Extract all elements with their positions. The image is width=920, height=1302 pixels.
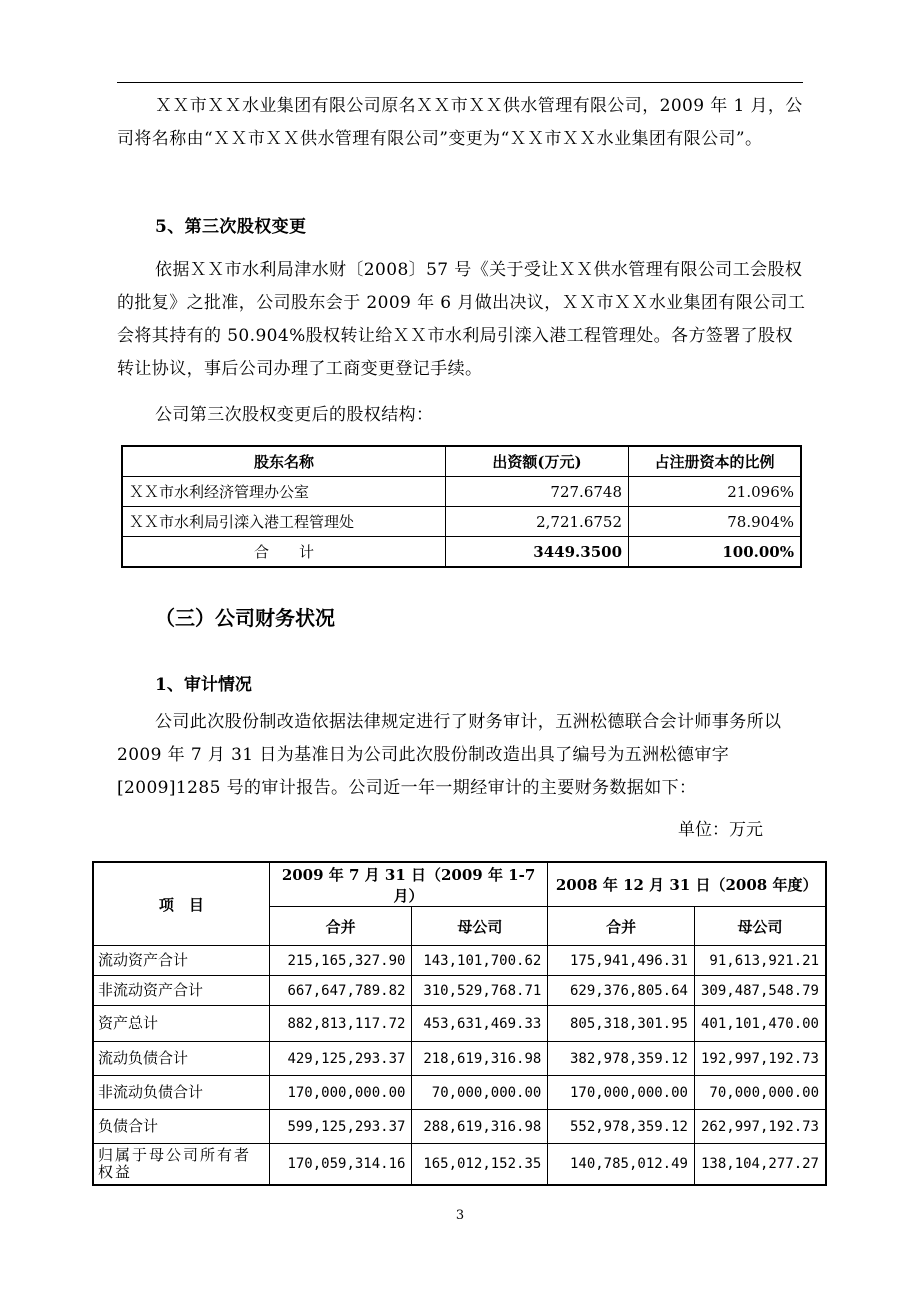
- audit-body: 公司此次股份制改造依据法律规定进行了财务审计，五洲松德联合会计师事务所以 2009 年 7 月 31 日为基准日为公司此次股份制改造出具了编号为五洲松德审字[2009]1285 号的审计报告。公司近一年一期经审计的主要财务数据如下：: [117, 712, 782, 798]
- value-cell: 170,000,000.00: [548, 1076, 695, 1110]
- equity-cell-ratio: 78.904%: [629, 507, 802, 537]
- finance-table: [92, 861, 827, 1186]
- table-row: [93, 1042, 826, 1076]
- section5-title: 5、第三次股权变更: [155, 217, 307, 237]
- finance-subheader: 母公司: [412, 907, 548, 946]
- value-cell: 667,647,789.82: [269, 976, 412, 1006]
- table-row: [93, 1076, 826, 1110]
- intro-paragraph: ＸＸ市ＸＸ水业集团有限公司原名ＸＸ市ＸＸ供水管理有限公司，2009 年 1 月，公司将名称由“ＸＸ市ＸＸ供水管理有限公司”变更为“ＸＸ市ＸＸ水业集团有限公司”。: [117, 96, 803, 149]
- value-cell: 91,613,921.21: [694, 946, 826, 976]
- value-cell: 429,125,293.37: [269, 1042, 412, 1076]
- equity-cell-ratio: 21.096%: [629, 477, 802, 507]
- finance-header-period1: 2009 年 7 月 31 日（2009 年 1-7 月）: [269, 862, 548, 907]
- value-cell: 288,619,316.98: [412, 1110, 548, 1144]
- equity-cell-amount: 727.6748: [446, 477, 629, 507]
- section5-lead: 公司第三次股权变更后的股权结构：: [155, 405, 434, 425]
- value-cell: 143,101,700.62: [412, 946, 548, 976]
- row-label: 负债合计: [93, 1110, 269, 1144]
- equity-total-label: 合 计: [122, 537, 446, 568]
- value-cell: 165,012,152.35: [412, 1144, 548, 1186]
- table-row: [93, 1006, 826, 1042]
- finance-subheader: 合并: [548, 907, 695, 946]
- value-cell: 138,104,277.27: [694, 1144, 826, 1186]
- value-cell: 70,000,000.00: [694, 1076, 826, 1110]
- equity-total-ratio: 100.00%: [629, 537, 802, 568]
- table-row: [93, 976, 826, 1006]
- value-cell: 140,785,012.49: [548, 1144, 695, 1186]
- finance-header-item: 项 目: [93, 862, 269, 946]
- finance-subheader: 母公司: [694, 907, 826, 946]
- value-cell: 382,978,359.12: [548, 1042, 695, 1076]
- row-label: 流动资产合计: [93, 946, 269, 976]
- header-rule: [117, 82, 803, 83]
- value-cell: 453,631,469.33: [412, 1006, 548, 1042]
- value-cell: 882,813,117.72: [269, 1006, 412, 1042]
- page-number: 3: [455, 1208, 465, 1223]
- value-cell: 401,101,470.00: [694, 1006, 826, 1042]
- row-label: 非流动负债合计: [93, 1076, 269, 1110]
- finance-header-period2: 2008 年 12 月 31 日（2008 年度）: [548, 862, 826, 907]
- equity-header-amount: 出资额(万元): [446, 446, 629, 477]
- equity-header-name: 股东名称: [122, 446, 446, 477]
- value-cell: 309,487,548.79: [694, 976, 826, 1006]
- table-row: [93, 1110, 826, 1144]
- equity-cell-name: ＸＸ市水利经济管理办公室: [122, 477, 446, 507]
- row-label: 资产总计: [93, 1006, 269, 1042]
- equity-cell-name: ＸＸ市水利局引滦入港工程管理处: [122, 507, 446, 537]
- equity-cell-amount: 2,721.6752: [446, 507, 629, 537]
- table-row: [93, 1144, 826, 1186]
- equity-total-row: [122, 537, 801, 568]
- row-label: 流动负债合计: [93, 1042, 269, 1076]
- value-cell: 215,165,327.90: [269, 946, 412, 976]
- table-row: [122, 507, 801, 537]
- audit-title: 1、审计情况: [155, 675, 252, 695]
- value-cell: 805,318,301.95: [548, 1006, 695, 1042]
- equity-header-ratio: 占注册资本的比例: [629, 446, 802, 477]
- value-cell: 552,978,359.12: [548, 1110, 695, 1144]
- row-label: 非流动资产合计: [93, 976, 269, 1006]
- value-cell: 170,000,000.00: [269, 1076, 412, 1110]
- section3-title: （三）公司财务状况: [155, 606, 335, 630]
- value-cell: 310,529,768.71: [412, 976, 548, 1006]
- equity-total-amount: 3449.3500: [446, 537, 629, 568]
- table-row: [122, 477, 801, 507]
- value-cell: 175,941,496.31: [548, 946, 695, 976]
- table-row: [93, 946, 826, 976]
- value-cell: 262,997,192.73: [694, 1110, 826, 1144]
- section5-body: 依据ＸＸ市水利局津水财〔2008〕57 号《关于受让ＸＸ供水管理有限公司工会股权的批复》之批准，公司股东会于 2009 年 6 月做出决议，ＸＸ市ＸＸ水业集团有限公司工会将其持有的 50.904%股权转让给ＸＸ市水利局引滦入港工程管理处。各方签署了股权转让协议，事后公司办理了工商变更登记手续。: [117, 260, 806, 379]
- value-cell: 170,059,314.16: [269, 1144, 412, 1186]
- value-cell: 218,619,316.98: [412, 1042, 548, 1076]
- value-cell: 599,125,293.37: [269, 1110, 412, 1144]
- value-cell: 70,000,000.00: [412, 1076, 548, 1110]
- value-cell: 192,997,192.73: [694, 1042, 826, 1076]
- value-cell: 629,376,805.64: [548, 976, 695, 1006]
- finance-subheader: 合并: [269, 907, 412, 946]
- unit-label: 单位：万元: [678, 820, 763, 840]
- row-label: 归属于母公司所有者权益: [93, 1144, 269, 1186]
- equity-table: [121, 445, 802, 568]
